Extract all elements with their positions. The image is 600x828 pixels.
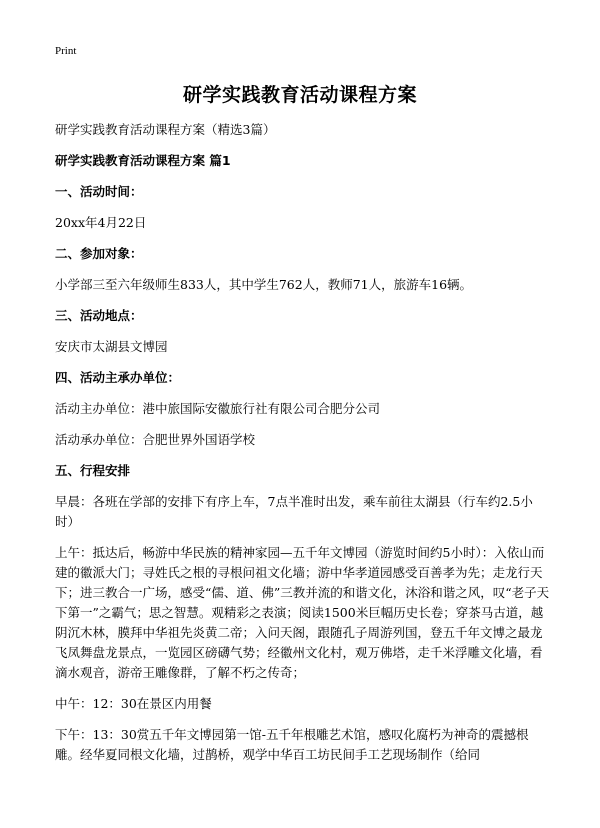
schedule-afternoon: 下午：13：30赏五千年文博园第一馆-五千年根雕艺术馆，感叹化腐朽为神奇的震撼根雕。经华夏同根文化墙，过鹊桥，观学中华百工坊民间手工艺现场制作（给同 bbox=[55, 727, 529, 762]
schedule-noon: 中午：12：30在景区内用餐 bbox=[55, 696, 212, 711]
location-value: 安庆市太湖县文博园 bbox=[55, 339, 168, 354]
section-title: 研学实践教育活动课程方案 篇1 bbox=[55, 153, 231, 168]
heading-organizer: 四、活动主承办单位： bbox=[55, 370, 181, 385]
participants-value: 小学部三至六年级师生833人，其中学生762人，教师71人，旅游车16辆。 bbox=[55, 277, 473, 292]
schedule-morning-early: 早晨：各班在学部的安排下有序上车，7点半准时出发，乘车前往太湖县（行车约2.5小时） bbox=[55, 494, 533, 529]
document-subtitle: 研学实践教育活动课程方案（精选3篇） bbox=[55, 122, 276, 137]
organizer-undertaker: 活动承办单位：合肥世界外国语学校 bbox=[55, 432, 256, 447]
schedule-morning: 上午：抵达后，畅游中华民族的精神家园—五千年文博园（游览时间约5小时）：入依山而建的徽派大门；寻姓氏之根的寻根问祖文化墙；游中华孝道园感受百善孝为先；走龙行天下；进三教合一广场，感受“儒、道、佛”三教并流的和谐文化，沐浴和谐之风，叹“老子天下第一”之霸气；思之智慧。观精彩之表演；阅读1500米巨幅历史长卷；穿茶马古道，越阴沉木林，膜拜中华祖先炎黄二帝；入问天阁，跟随孔子周游列国，登五千年文博之最龙飞凤舞盘龙景点，一览园区磅礴气势；经徽州文化村，观万佛塔，走千米浮雕文化墙，看滴水观音，游帝王雕像群，了解不朽之传奇； bbox=[55, 545, 550, 680]
heading-participants: 二、参加对象： bbox=[55, 246, 143, 261]
page-title: 研学实践教育活动课程方案 bbox=[182, 84, 417, 106]
print-link[interactable]: Print bbox=[55, 45, 77, 57]
time-value: 20xx年4月22日 bbox=[55, 215, 147, 230]
heading-location: 三、活动地点： bbox=[55, 308, 143, 323]
document-body bbox=[55, 120, 550, 776]
heading-schedule: 五、行程安排 bbox=[55, 463, 131, 478]
organizer-host: 活动主办单位：港中旅国际安徽旅行社有限公司合肥分公司 bbox=[55, 401, 381, 416]
heading-time: 一、活动时间： bbox=[55, 184, 143, 199]
